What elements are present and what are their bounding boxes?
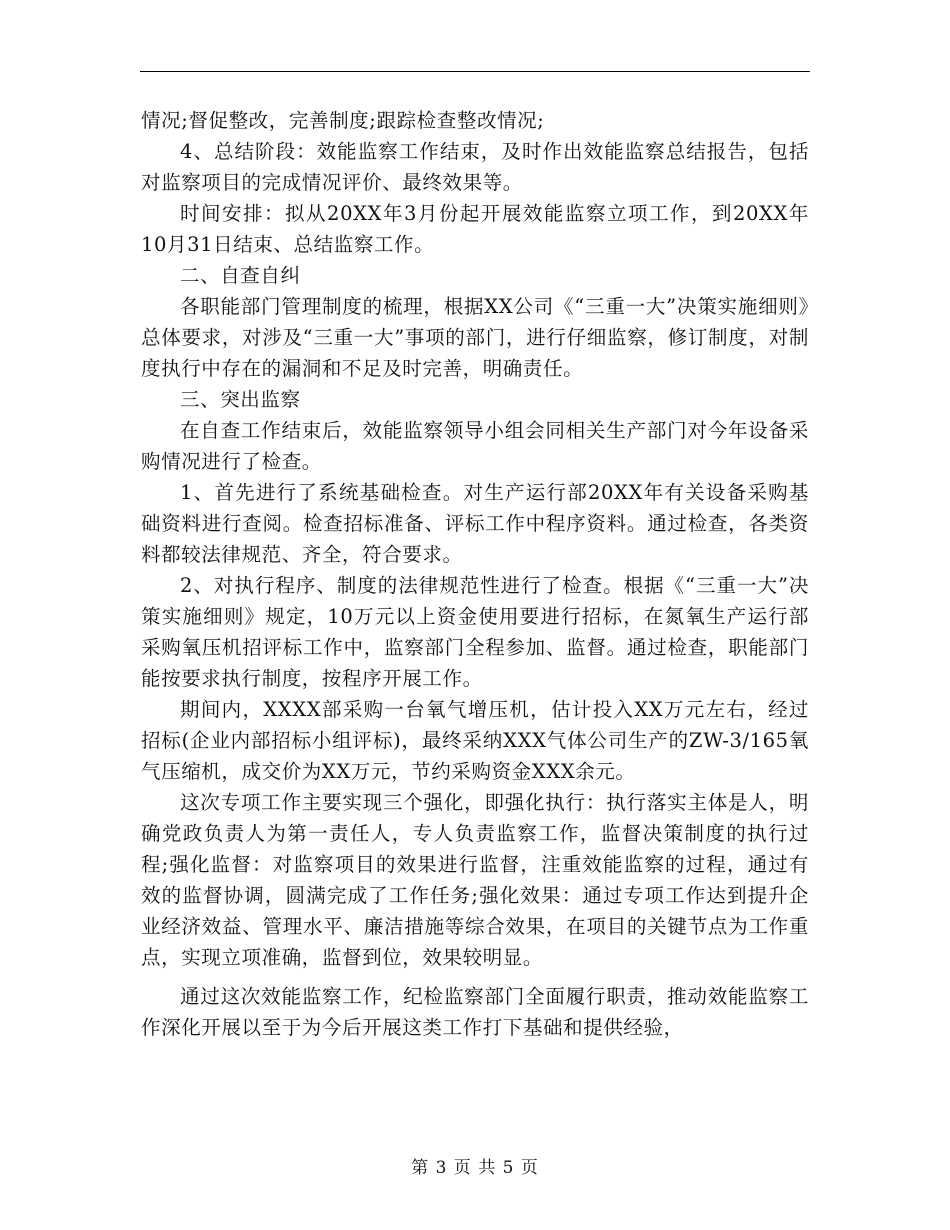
paragraph-8: 期间内，XXXX部采购一台氧气增压机，估计投入XX万元左右，经过招标(企业内部招标小组评标)，最终采纳XXX气体公司生产的ZW-3/165氧气压缩机，成交价为XX万元，节约采购资金XXX余元。 — [141, 698, 809, 783]
paragraph-1: 情况;督促整改，完善制度;跟踪检查整改情况; — [141, 109, 545, 132]
paragraph-9: 这次专项工作主要实现三个强化，即强化执行：执行落实主体是人，明确党政负责人为第一责任人，专人负责监察工作，监督决策制度的执行过程;强化监督：对监察项目的效果进行监督，注重效能监察的过程，通过有效的监督协调，圆满完成了工作任务;强化效果：通过专项工作达到提升企业经济效益、管理水平、廉洁措施等综合效果，在项目的关键节点为工作重点，实现立项准确，监督到位，效果较明显。 — [141, 791, 809, 969]
paragraph-7: 2、对执行程序、制度的法律规范性进行了检查。根据《“三重一大”决策实施细则》规定，10万元以上资金使用要进行招标，在氮氧生产运行部采购氧压机招评标工作中，监察部门全程参加、监督。通过检查，职能部门能按要求执行制度，按程序开展工作。 — [141, 574, 809, 690]
page-footer — [0, 1153, 950, 1178]
paragraph-6: 1、首先进行了系统基础检查。对生产运行部20XX年有关设备采购基础资料进行查阅。检查招标准备、评标工作中程序资料。通过检查，各类资料都较法律规范、齐全，符合要求。 — [141, 481, 809, 566]
paragraph-3: 时间安排：拟从20XX年3月份起开展效能监察立项工作，到20XX年10月31日结束、总结监察工作。 — [141, 202, 809, 256]
paragraph-10: 通过这次效能监察工作，纪检监察部门全面履行职责，推动效能监察工作深化开展以至于为今后开展这类工作打下基础和提供经验， — [141, 985, 809, 1039]
paragraph-2: 4、总结阶段：效能监察工作结束，及时作出效能监察总结报告，包括对监察项目的完成情况评价、最终效果等。 — [141, 140, 809, 194]
document-body — [141, 105, 809, 1043]
page-number-label: 第 3 页 共 5 页 — [411, 1158, 539, 1178]
section-heading-2: 二、自查自纠 — [180, 264, 301, 287]
paragraph-5: 在自查工作结束后，效能监察领导小组会同相关生产部门对今年设备采购情况进行了检查。 — [141, 419, 809, 473]
header-rule — [140, 71, 810, 72]
section-heading-3: 三、突出监察 — [180, 388, 301, 411]
paragraph-4: 各职能部门管理制度的梳理，根据XX公司《“三重一大”决策实施细则》总体要求，对涉及“三重一大”事项的部门，进行仔细监察，修订制度，对制度执行中存在的漏洞和不足及时完善，明确责任。 — [141, 295, 809, 380]
